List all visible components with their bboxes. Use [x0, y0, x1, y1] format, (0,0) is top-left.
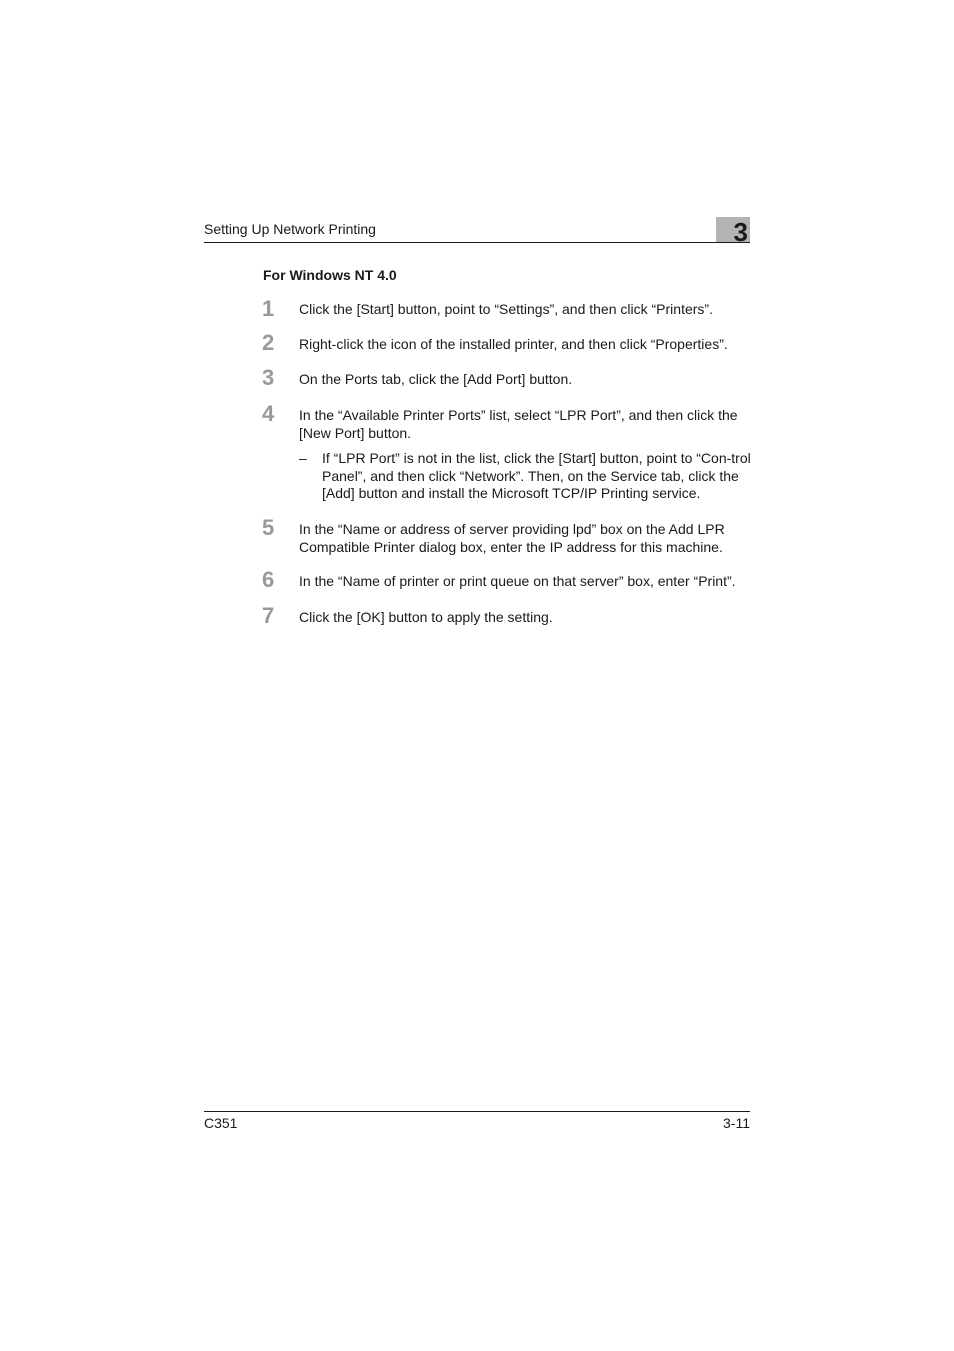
footer-model: C351 — [204, 1115, 238, 1131]
chapter-tab — [716, 217, 750, 247]
step-number: 7 — [262, 603, 275, 628]
step-text: In the “Name of printer or print queue on that server” box, enter “Print”. — [299, 573, 736, 589]
footer-page-number: 3-11 — [723, 1115, 750, 1131]
header-divider — [204, 242, 750, 243]
note-dash: – — [299, 450, 307, 466]
step-text: In the “Name or address of server providing lpd” box on the Add LPR Compatible Printer dialog box, enter the IP address for this machine. — [299, 521, 725, 555]
step-number: 2 — [262, 330, 275, 355]
section-heading: For Windows NT 4.0 — [263, 267, 397, 283]
step-text: Right-click the icon of the installed printer, and then click “Properties”. — [299, 336, 728, 352]
step-number: 4 — [262, 401, 275, 426]
step-number: 5 — [262, 515, 275, 540]
step-text: Click the [OK] button to apply the setting. — [299, 609, 553, 625]
step-text: Click the [Start] button, point to “Settings”, and then click “Printers”. — [299, 301, 713, 317]
step-text: On the Ports tab, click the [Add Port] button. — [299, 371, 573, 387]
footer-divider — [204, 1111, 750, 1112]
step-note-text: If “LPR Port” is not in the list, click the [Start] button, point to “Con-trol Panel”, and then click “Network”. Then, on the Service tab, click the [Add] button and install the Microsoft TCP/IP Printing service. — [322, 450, 751, 501]
running-header-title: Setting Up Network Printing — [204, 221, 376, 237]
step-number: 6 — [262, 567, 275, 592]
step-text: In the “Available Printer Ports” list, select “LPR Port”, and then click the [New Port] button. — [299, 407, 738, 441]
step-number: 3 — [262, 365, 275, 390]
step-number: 1 — [262, 296, 275, 321]
chapter-number: 3 — [733, 217, 748, 247]
